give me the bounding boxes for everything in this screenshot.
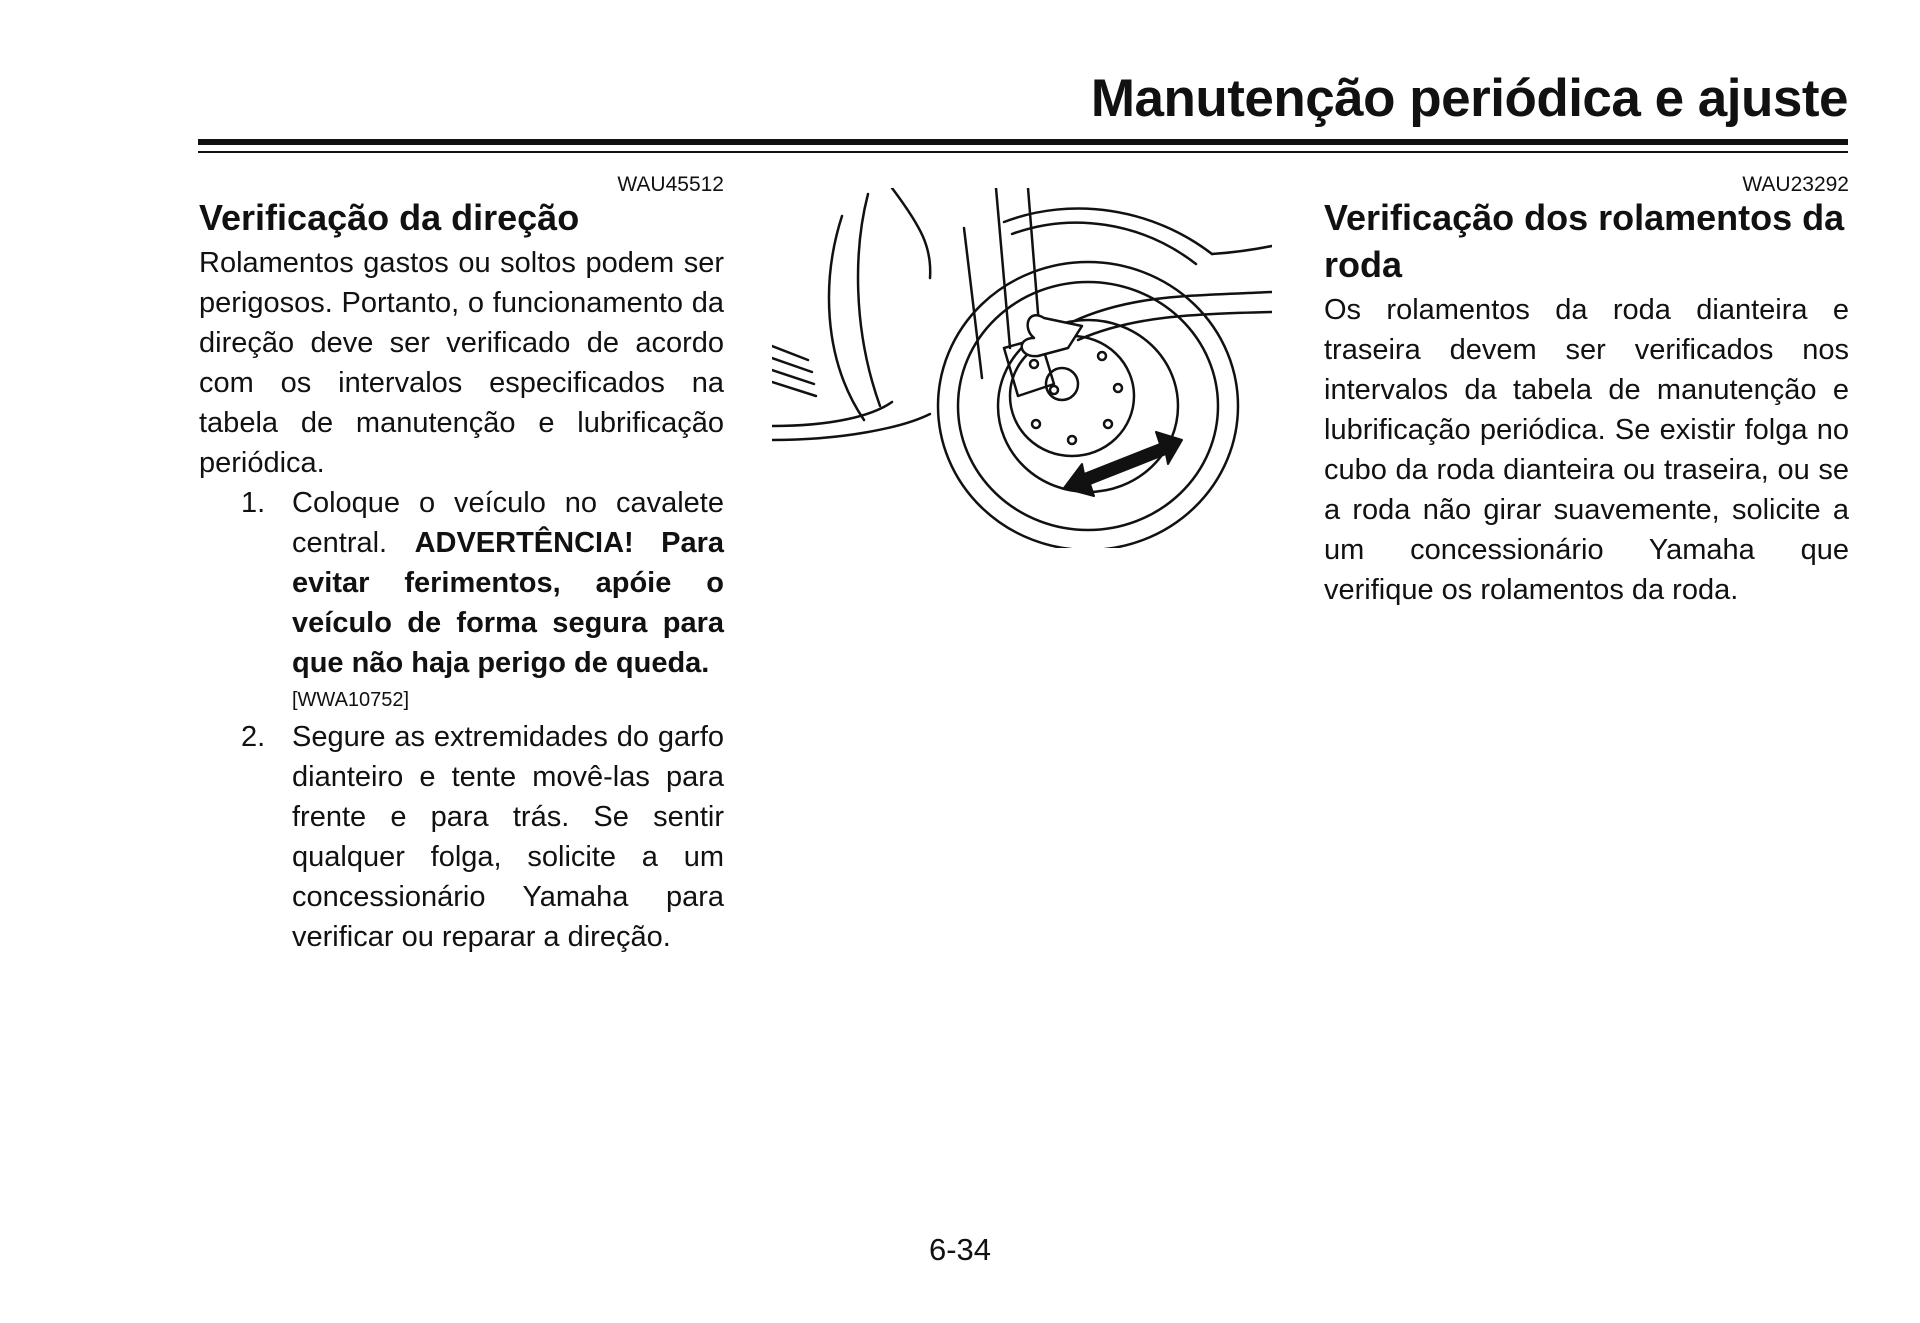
- disc-hole: [1114, 384, 1122, 392]
- body-panel-line: [858, 194, 880, 406]
- body-panel-line: [892, 188, 930, 278]
- warning-text: ADVERTÊNCIA! Para evitar ferimentos, apóie o veículo de forma segura para que não haja perigo de queda.: [292, 527, 725, 679]
- front-wheel-fork-check-illustration: [772, 188, 1272, 548]
- body-panel-line: [772, 402, 892, 426]
- step-item: [199, 483, 724, 717]
- disc-hole: [1050, 386, 1058, 394]
- warning-reference: [WWA10752]: [292, 689, 410, 711]
- step-text: Segure as extremidades do garfo dianteiro e tente movê-las para frente e para trás. Se sentir qualquer folga, solicite a um concessionário Yamaha para verificar ou reparar a direção.: [292, 721, 724, 953]
- header-rule-thin: [198, 151, 1848, 153]
- section-title: Verificação da direção: [199, 197, 580, 238]
- arm-line: [1078, 312, 1272, 340]
- steering-check-section: [199, 172, 724, 957]
- fender-line: [1004, 208, 1212, 254]
- step-number: 1.: [241, 487, 266, 519]
- vent-line: [772, 346, 808, 360]
- vent-line: [772, 370, 814, 384]
- tire-outer: [938, 262, 1238, 548]
- disc-hole: [1068, 436, 1076, 444]
- section-intro: Rolamentos gastos ou soltos podem ser perigosos. Portanto, o funcionamento da direção deve ser verificado de acordo com os intervalos especificados na tabela de manutenção e lubrificação periódica.: [199, 247, 724, 479]
- disc-hole: [1030, 360, 1038, 368]
- disc-hole: [1098, 352, 1106, 360]
- disc-hole: [1104, 420, 1112, 428]
- page-title: Manutenção periódica e ajuste: [1090, 69, 1848, 128]
- step-item: [199, 717, 724, 957]
- disc-hole: [1032, 420, 1040, 428]
- page-number: 6-34: [928, 1232, 992, 1267]
- section-title: Verificação dos rolamentos da roda: [1324, 197, 1845, 285]
- wheel-bearing-section: [1324, 172, 1849, 610]
- section-code: WAU45512: [617, 173, 724, 196]
- header-rule-thick: [198, 139, 1848, 145]
- step-number: 2.: [241, 721, 266, 753]
- fork-tube: [964, 228, 982, 378]
- section-body: Os rolamentos da roda dianteira e traseira devem ser verificados nos intervalos da tabela de manutenção e lubrificação periódica. Se existir folga no cubo da roda dianteira ou traseira, ou se a roda não girar suavemente, solicite a um concessionário Yamaha que verifique os rolamentos da roda.: [1324, 294, 1849, 606]
- vent-line: [772, 382, 816, 396]
- step-text: Coloque o veículo no cavalete central.: [292, 487, 724, 559]
- page-header: [198, 69, 1848, 153]
- steps-list: [199, 483, 724, 957]
- fork-tube: [996, 188, 1010, 348]
- fender-line: [1212, 246, 1272, 254]
- section-code: WAU23292: [1742, 173, 1849, 196]
